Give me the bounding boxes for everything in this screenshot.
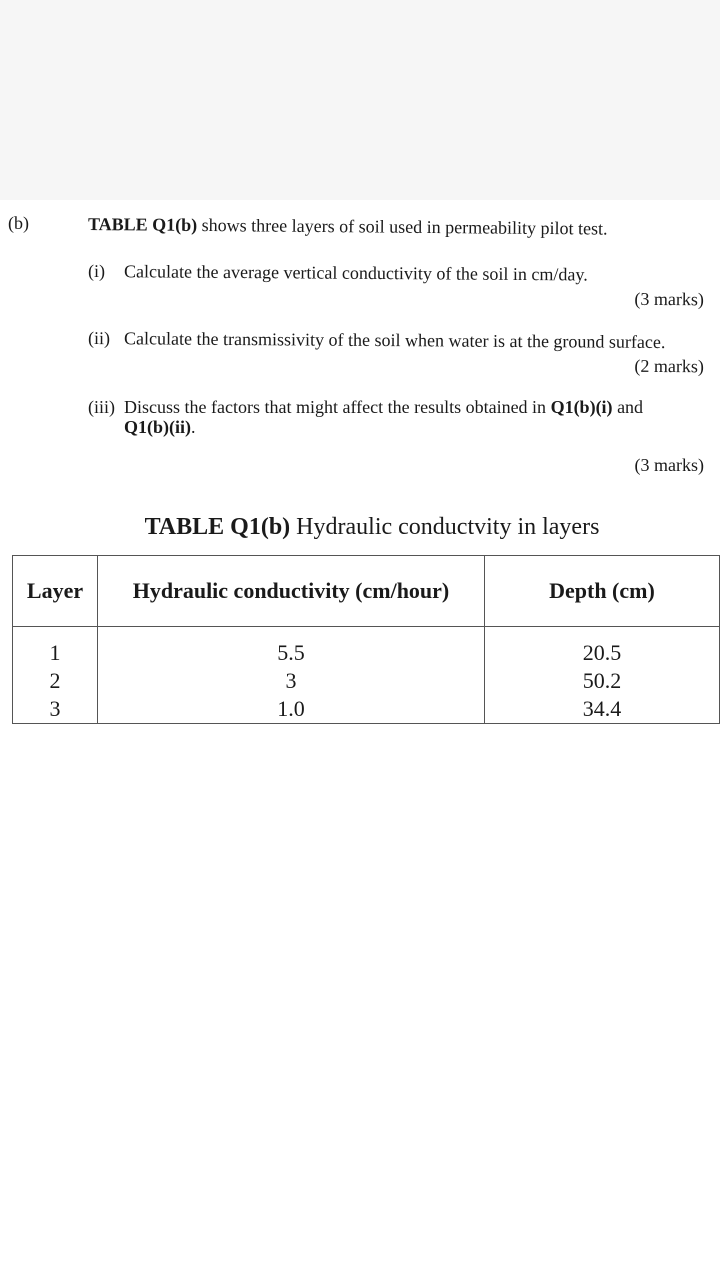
header-layer: Layer [13,556,98,627]
conductivity-table [12,555,720,724]
table-cell: 34.4 [582,696,622,721]
question-reference: Q1(b)(ii) [124,417,191,437]
table-header-row [13,556,720,627]
marks-label: (3 marks) [634,288,704,310]
table-cell: 3 [285,668,297,693]
question-text: Calculate the transmissivity of the soil when water is at the ground surface. [124,328,666,353]
part-label: (b) [8,213,29,233]
question-ii [88,328,704,376]
table-cell: 2 [49,668,61,693]
caption-text: Hydraulic conductvity in layers [290,514,600,540]
table-body-row [13,627,720,724]
caption-reference: TABLE Q1(b) [144,514,291,540]
table-cell: 20.5 [582,640,622,665]
question-number: (i) [88,261,106,282]
layer-column [13,627,98,724]
table-cell: 1 [49,640,61,665]
question-number: (iii) [88,397,115,417]
table-cell: 5.5 [277,640,305,665]
intro-text: shows three layers of soil used in permeability pilot test. [197,214,608,239]
table-cell: 1.0 [277,696,305,721]
table-caption [0,514,720,541]
conductivity-column [98,627,485,724]
header-conductivity: Hydraulic conductivity (cm/hour) [98,556,485,627]
question-number: (ii) [88,328,111,349]
question-iii [88,397,704,475]
marks-label: (2 marks) [634,355,704,377]
table-cell: 3 [49,696,61,721]
question-i [88,261,704,309]
depth-column [484,627,719,724]
table-cell: 50.2 [582,668,622,693]
table-reference: TABLE Q1(b) [87,214,198,235]
question-text: Calculate the average vertical conductivity of the soil in cm/day. [124,261,588,285]
question-text: Discuss the factors that might affect the results obtained in [124,397,551,417]
question-text-and: and [612,397,644,417]
top-shaded-margin [0,0,720,200]
marks-label: (3 marks) [634,455,704,475]
header-depth: Depth (cm) [484,556,719,627]
question-reference: Q1(b)(i) [550,397,613,417]
question-text-end: . [191,417,196,437]
